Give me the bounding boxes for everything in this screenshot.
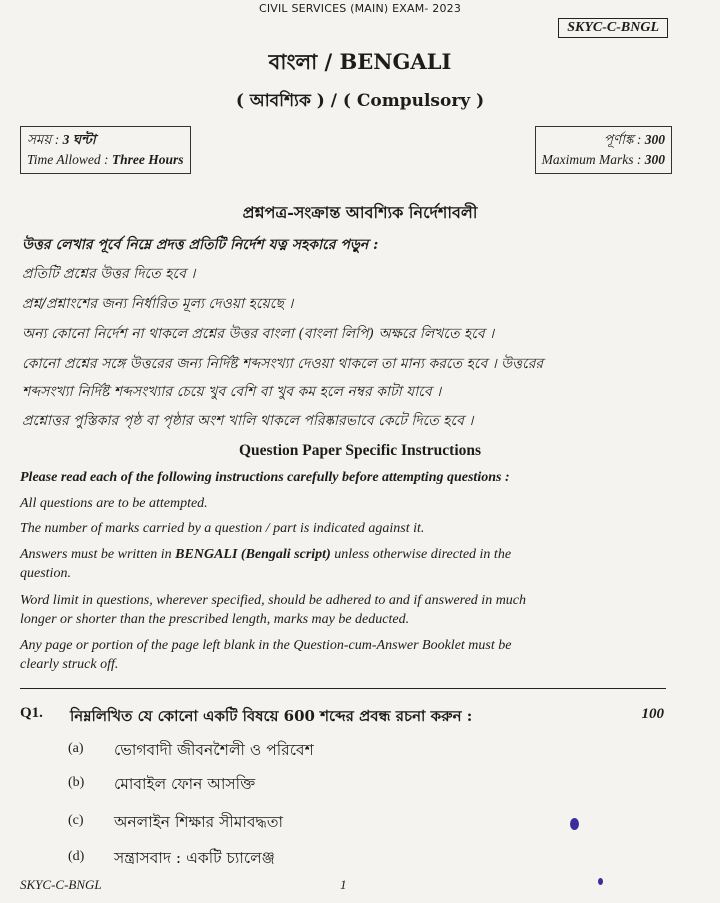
- option-text: সন্ত্রাসবাদ : একটি চ্যালেঞ্জ: [114, 849, 275, 867]
- page-number: 1: [340, 877, 347, 892]
- option-label: (a): [68, 741, 84, 756]
- option-text: মোবাইল ফোন আসক্তি: [114, 775, 256, 793]
- english-instruction-continuation: question.: [20, 566, 71, 581]
- english-instruction-item: The number of marks carried by a question / part is indicated against it.: [20, 521, 425, 536]
- english-instruction-item: All questions are to be attempted.: [20, 496, 208, 511]
- subtitle-english: / ( Compulsory ): [324, 91, 485, 111]
- footer-paper-code: SKYC-C-BNGL: [20, 877, 102, 892]
- option-label: (b): [68, 775, 85, 790]
- bengali-instruction-item: প্রশ্নোত্তর পুস্তিকার পৃষ্ঠ বা পৃষ্ঠার অংশ খালি থাকলে পরিষ্কারভাবে কেটে দিতে হবে ।: [22, 413, 474, 429]
- english-instruction-continuation: longer or shorter than the prescribed length, marks may be deducted.: [20, 612, 410, 627]
- time-value-english: Three Hours: [111, 152, 184, 167]
- option-text: ভোগবাদী জীবনশৈলী ও পরিবেশ: [114, 741, 314, 759]
- bengali-instruction-item: অন্য কোনো নির্দেশ না থাকলে প্রশ্নের উত্তর বাংলা (বাংলা লিপি) অক্ষরে লিখতে হবে ।: [22, 326, 495, 342]
- option-text: অনলাইন শিক্ষার সীমাবদ্ধতা: [114, 813, 283, 831]
- bengali-instruction-item: প্রতিটি প্রশ্নের উত্তর দিতে হবে ।: [22, 266, 196, 282]
- paper-subtitle: [0, 88, 720, 116]
- time-allowed-box: [20, 126, 191, 174]
- ink-blot: [598, 878, 603, 885]
- paper-title: [0, 46, 720, 81]
- title-separator: /: [317, 49, 340, 74]
- paper-code-box: SKYC-C-BNGL: [558, 18, 668, 38]
- english-instructions-lead: Please read each of the following instructions carefully before attempting questions :: [20, 470, 510, 485]
- title-english: BENGALI: [339, 49, 452, 74]
- english-instructions-heading: Question Paper Specific Instructions: [238, 442, 482, 459]
- time-value-bengali: 3 ঘন্টা: [62, 132, 96, 147]
- english-instruction-item: Any page or portion of the page left blank in the Question-cum-Answer Booklet must be: [20, 638, 512, 653]
- subtitle-bengali: ( আবশ্যিক ): [235, 91, 325, 111]
- bengali-instructions-heading: প্রশ্নপত্র-সংক্রান্ত আবশ্যিক নির্দেশাবলী: [242, 203, 478, 222]
- marks-value-english: 300: [644, 152, 665, 167]
- question-marks: 100: [641, 706, 664, 722]
- instruction-emphasis: BENGALI (Bengali script): [175, 547, 331, 562]
- marks-value-bengali: 300: [644, 132, 665, 147]
- time-label-bengali: সময় :: [27, 132, 63, 147]
- option-label: (d): [68, 849, 85, 864]
- section-divider: [20, 688, 666, 689]
- bengali-instruction-item: কোনো প্রশ্নের সঙ্গে উত্তরের জন্য নির্দিষ্ট শব্দসংখ্যা দেওয়া থাকলে তা মান্য করতে হবে । উত্তরের: [22, 356, 544, 372]
- marks-label-bengali: পূর্ণাঙ্ক :: [603, 132, 645, 147]
- question-text: নিম্নলিখিত যে কোনো একটি বিষয়ে 600 শব্দের প্রবন্ধ রচনা করুন :: [70, 707, 473, 725]
- question-number: Q1.: [20, 705, 43, 721]
- english-instruction-item: [20, 547, 511, 563]
- bengali-instruction-item: প্রশ্ন/প্রশ্নাংশের জন্য নির্ধারিত মূল্য দেওয়া হয়েছে ।: [22, 296, 294, 312]
- option-label: (c): [68, 813, 84, 828]
- english-instruction-item: Word limit in questions, wherever specified, should be adhered to and if answered in much: [20, 593, 527, 608]
- time-label-english: Time Allowed :: [27, 152, 112, 167]
- marks-label-english: Maximum Marks :: [541, 152, 645, 167]
- maximum-marks-box: [535, 126, 672, 174]
- exam-header: CIVIL SERVICES (MAIN) EXAM- 2023: [258, 2, 462, 15]
- english-instruction-continuation: clearly struck off.: [20, 657, 119, 672]
- bengali-instructions-lead: উত্তর লেখার পূর্বে নিম্নে প্রদত্ত প্রতিটি নির্দেশ যত্ন সহকারে পড়ুন :: [22, 237, 379, 253]
- instruction-text: Answers must be written in: [20, 547, 176, 562]
- instruction-text: unless otherwise directed in the: [330, 547, 512, 562]
- ink-blot: [570, 818, 579, 830]
- bengali-instruction-item: শব্দসংখ্যা নির্দিষ্ট শব্দসংখ্যার চেয়ে খুব বেশি বা খুব কম হলে নম্বর কাটা যাবে ।: [22, 384, 442, 400]
- title-bengali: বাংলা: [268, 49, 318, 74]
